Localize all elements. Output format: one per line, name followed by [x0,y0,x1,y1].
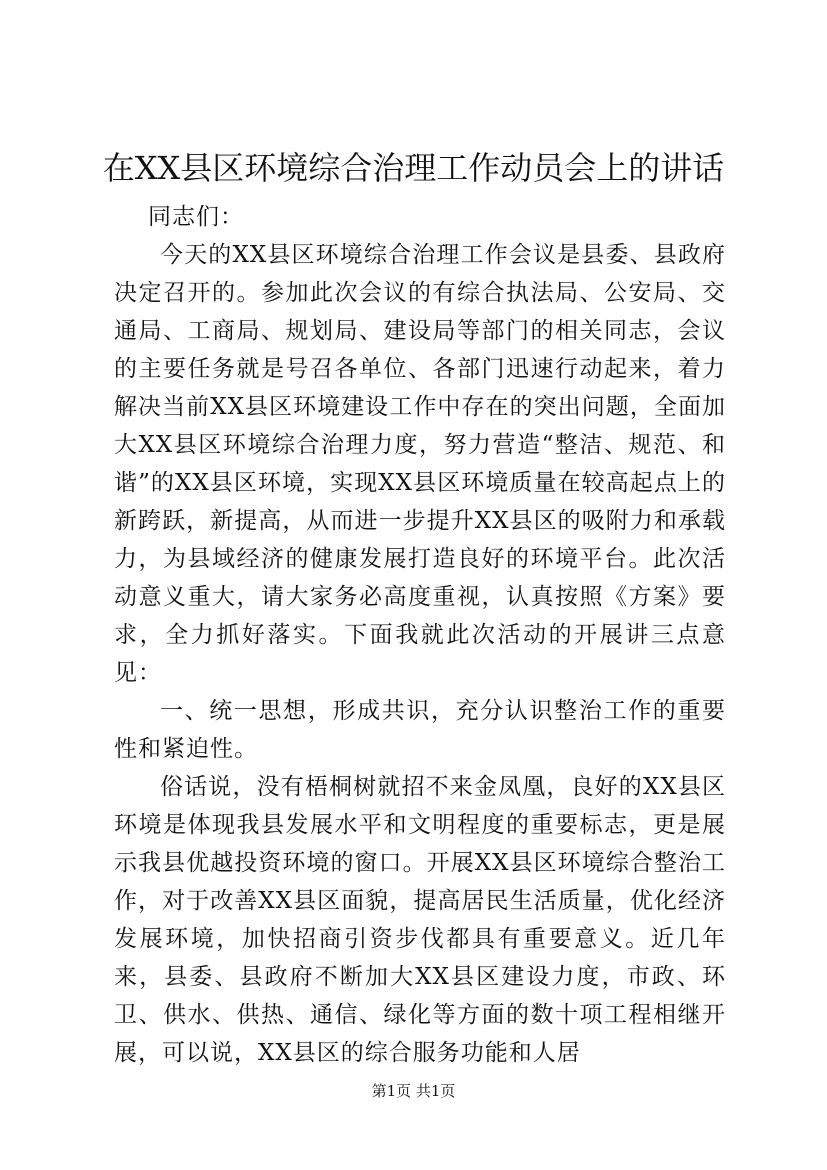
paragraph-body: 俗话说，没有梧桐树就招不来金凤凰，良好的XX县区环境是体现我县发展水平和文明程度的重要标志，更是展示我县优越投资环境的窗口。开展XX县区环境综合整治工作，对于改善XX县区面貌，提高居民生活质量，优化经济发展环境，加快招商引资步伐都具有重要意义。近几年来，县委、县政府不断加大XX县区建设力度，市政、环卫、供水、供热、通信、绿化等方面的数十项工程相继开展，可以说，XX县区的综合服务功能和人居 [114,774,726,1066]
document-body [114,198,726,1072]
document-title: 在XX县区环境综合治理工作动员会上的讲话 [102,149,725,187]
paragraph-heading-one: 一、统一思想，形成共识，充分认识整治工作的重要性和紧迫性。 [114,698,726,762]
page-footer: 第1页 共1页 [371,1082,456,1100]
salutation: 同志们： [148,204,244,230]
paragraph-opening: 今天的XX县区环境综合治理工作会议是县委、县政府决定召开的。参加此次会议的有综合执法局、公安局、交通局、工商局、规划局、建设局等部门的相关同志，会议的主要任务就是号召各单位、各部门迅速行动起来，着力解决当前XX县区环境建设工作中存在的突出问题，全面加大XX县区环境综合治理力度，努力营造“整洁、规范、和谐”的XX县区环境，实现XX县区环境质量在较高起点上的新跨跃，新提高，从而进一步提升XX县区的吸附力和承载力，为县域经济的健康发展打造良好的环境平台。此次活动意义重大，请大家务必高度重视，认真按照《方案》要求，全力抓好落实。下面我就此次活动的开展讲三点意见： [114,242,726,686]
